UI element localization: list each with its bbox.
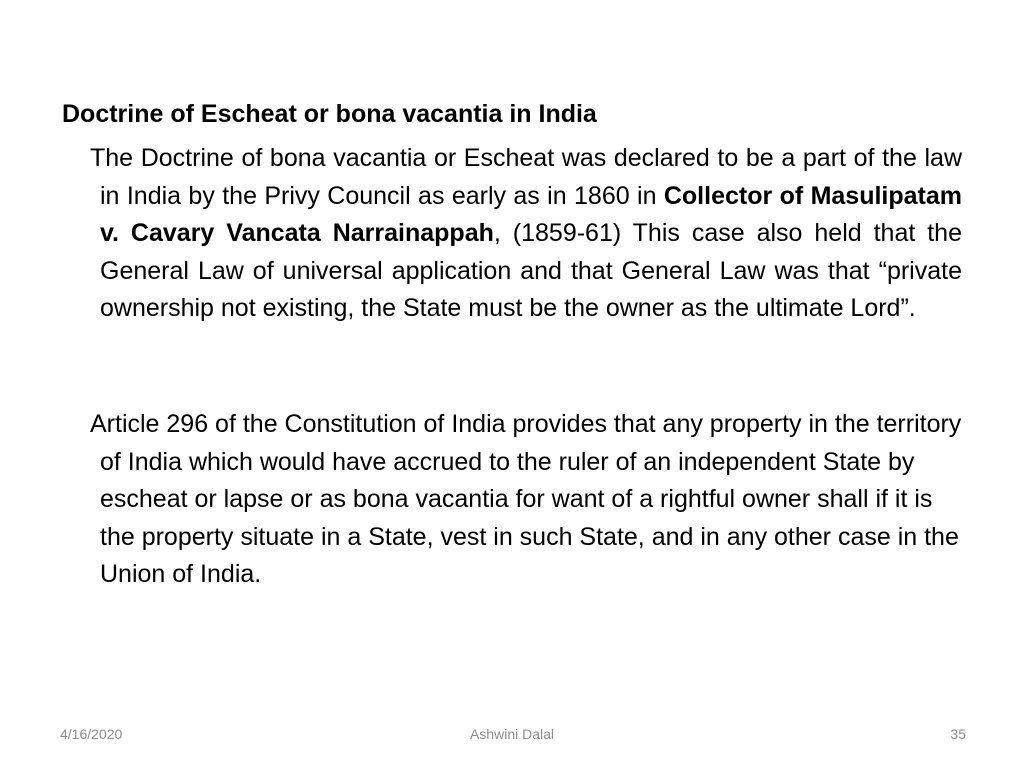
paragraph-article-296: Article 296 of the Constitution of India provides that any property in the territory of India which would have accrued to the ruler of an independent State by escheat or lapse or as bona vacantia for want of a rightful owner shall if it is the property situate in a State, vest in such State, and in any other case in the Union of India. xyxy=(90,410,962,588)
footer-page-number: 35 xyxy=(950,726,966,742)
paragraph-bona-vacantia xyxy=(90,140,962,328)
paragraph-text-intro: The Doctrine of bona vacantia or Escheat was declared to be a part of the law in India by the Privy Council as early as in 1860 in xyxy=(90,144,962,210)
slide-heading: Doctrine of Escheat or bona vacantia in India xyxy=(62,100,597,128)
footer-author: Ashwini Dalal xyxy=(469,726,555,742)
paragraph-text-holding: , (1859-61) This case also held that the General Law of universal application and that General Law was that “private ownership not existing, the State must be the owner as the ultimate Lord”. xyxy=(100,219,962,322)
case-citation: Collector of Masulipatam v. Cavary Vancata Narrainappah xyxy=(100,181,962,247)
footer-date: 4/16/2020 xyxy=(60,726,123,742)
